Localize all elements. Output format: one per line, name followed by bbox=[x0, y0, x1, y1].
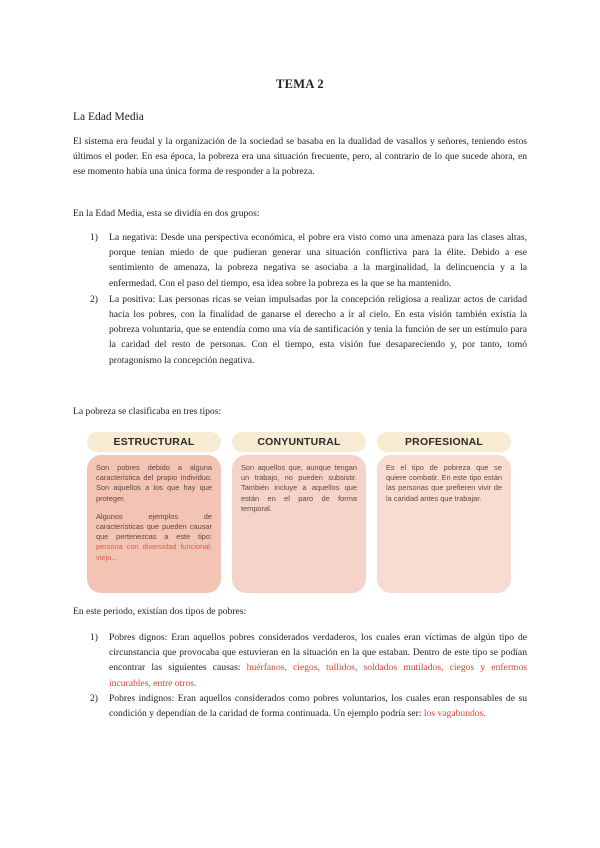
section-heading: La Edad Media bbox=[73, 111, 144, 123]
list-text: Pobres indignos: Eran aquellos considerados como pobres voluntarios, los cuales eran responsables de su condición y dependían de la caridad de forma continuada. Un ejemplo podría ser: bbox=[109, 692, 527, 720]
list-number: 2) bbox=[90, 293, 98, 305]
type-description: Es el tipo de pobreza que se quiere combatir. En este tipo están las personas que prefieren vivir de la caridad antes que trabajar. bbox=[386, 463, 502, 503]
list-text: La positiva: Las personas ricas se veían impulsadas por la concepción religiosa a realizar actos de caridad hacia los pobres, con la finalidad de ganarse el derecho a ir al cielo. En esta visión también existía la pobreza voluntaria, que se entendía como una vía de santificación y tenía la función de ser un estímulo para la caridad del resto de personas. Con el tiempo, esta visión fue desapareciendo y, por tanto, tomó protagonismo la concepción negativa. bbox=[109, 293, 527, 366]
type-examples bbox=[96, 512, 212, 563]
list-highlight: huérfanos, ciegos, tullidos, soldados mutilados, ciegos y enfermos incurables, entre otros. bbox=[109, 662, 528, 689]
type-column-profesional bbox=[377, 432, 511, 594]
type-header: ESTRUCTURAL bbox=[87, 432, 221, 452]
types-intro: La pobreza se clasificaba en tres tipos: bbox=[73, 406, 222, 417]
poverty-types-diagram bbox=[87, 432, 515, 594]
list-number: 1) bbox=[90, 232, 98, 243]
groups-intro: En la Edad Media, esta se dividía en dos grupos: bbox=[73, 208, 260, 219]
type-description: Son aquellos que, aunque tengan un trabajo, no pueden subsistir. También incluye a aquellos que están en el paro de forma temporal. bbox=[241, 463, 357, 513]
type-examples-highlight: persona con diversidad funcional, viejo... bbox=[96, 542, 212, 562]
list-item bbox=[73, 292, 527, 368]
list-item bbox=[73, 230, 527, 291]
page-title: TEMA 2 bbox=[276, 77, 324, 91]
list-text: La negativa: Desde una perspectiva económica, el pobre era visto como una amenaza para las clases altas, porque tenían miedo de que pudieran generar una situación conflictiva para la élite. Debido a ese sentimiento de amenaza, la pobreza negativa se asociaba a la marginalidad, la delincuencia y a la enfermedad. Con el paso del tiempo, esa idea sobre la pobreza es la que se ha mantenido. bbox=[109, 232, 527, 289]
list-item bbox=[73, 630, 527, 691]
type-card bbox=[232, 455, 366, 593]
list-text: Pobres dignos: Eran aquellos pobres considerados verdaderos, los cuales eran víctimas de algún tipo de circunstancia que provocaba que estuvieran en la situación en la que estaban. Dentro de este tipo se podían encontrar las siguientes causas: bbox=[109, 632, 527, 674]
intro-paragraph: El sistema era feudal y la organización de la sociedad se basaba en la dualidad de vasallos y señores, teniendo estos últimos el poder. En esa época, la pobreza era una situación frecuente, pero, al contrario de lo que sucede ahora, en ese momento había una única forma de responder a la pobreza. bbox=[73, 136, 527, 178]
list-number: 2) bbox=[90, 692, 98, 704]
type-column-conyuntural bbox=[232, 432, 366, 594]
groups-list bbox=[73, 230, 527, 368]
poor-list bbox=[73, 630, 527, 721]
type-description: Son pobres debido a alguna característica del propio individuo. Son aquellos a los que hay que proteger. bbox=[96, 463, 212, 503]
type-examples-text: Algunos ejemplos de características que pueden causar que pertenezcas a este tipo: bbox=[96, 511, 212, 542]
type-card bbox=[377, 455, 511, 593]
type-header: CONYUNTURAL bbox=[232, 432, 366, 452]
list-number: 1) bbox=[90, 632, 98, 643]
list-highlight: los vagabundos. bbox=[423, 708, 486, 720]
type-header: PROFESIONAL bbox=[377, 432, 511, 452]
poor-intro: En este periodo, existían dos tipos de pobres: bbox=[73, 606, 247, 617]
list-item bbox=[73, 691, 527, 721]
type-card bbox=[87, 455, 221, 593]
type-column-estructural bbox=[87, 432, 221, 594]
